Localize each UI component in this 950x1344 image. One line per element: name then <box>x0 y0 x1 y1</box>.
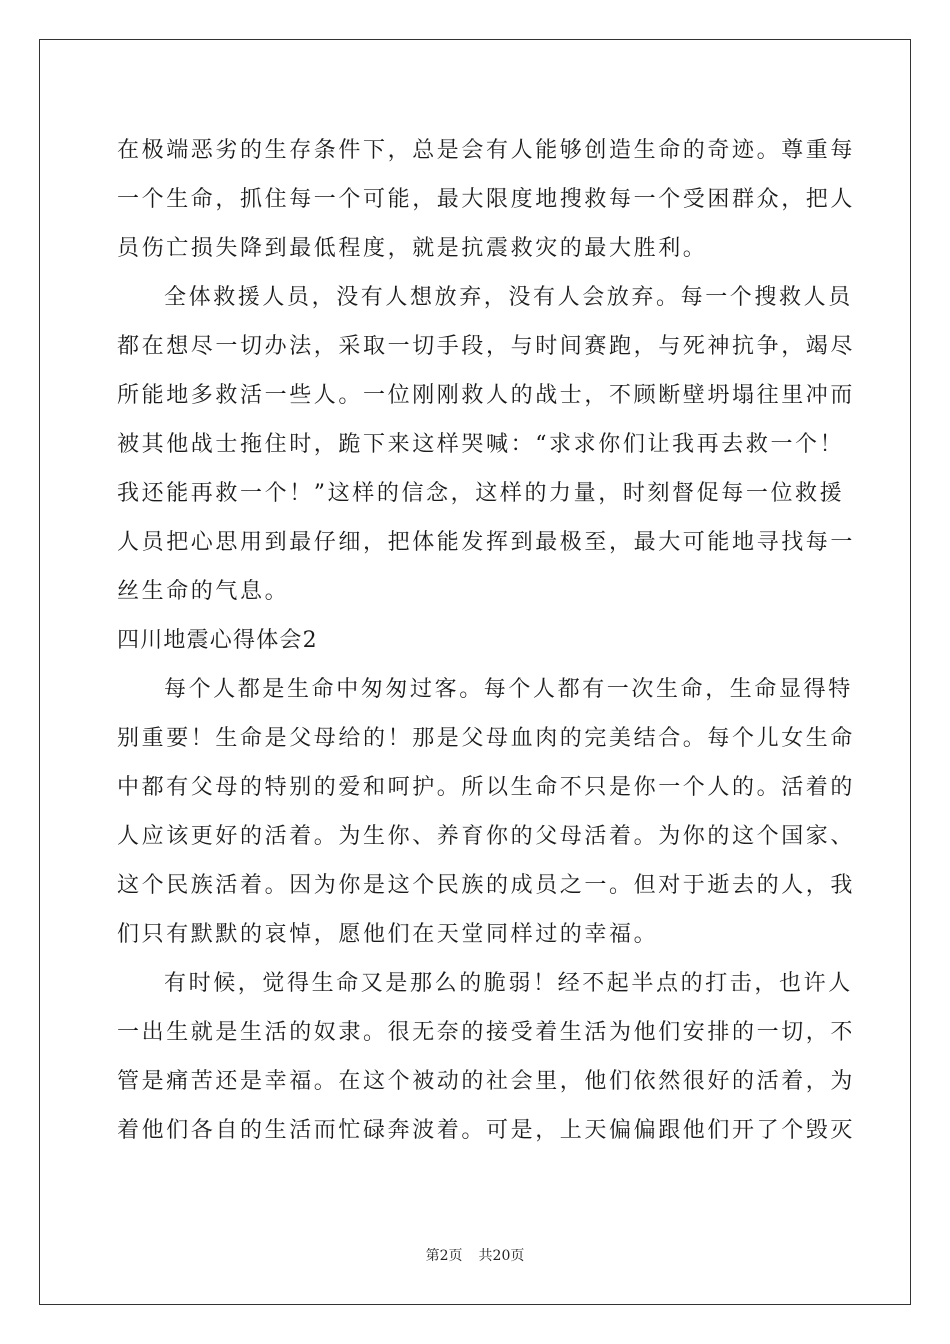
text-line: 管是痛苦还是幸福。在这个被动的社会里，他们依然很好的活着，为 <box>117 1069 856 1094</box>
text-line: 着他们各自的生活而忙碌奔波着。可是，上天偏偏跟他们开了个毁灭 <box>117 1118 856 1143</box>
section-heading: 四川地震心得体会2 <box>117 628 318 653</box>
text-line: 别重要！生命是父母给的！那是父母血肉的完美结合。每个儿女生命 <box>117 726 856 751</box>
text-line: 中都有父母的特别的爱和呵护。所以生命不只是你一个人的。活着的 <box>117 775 856 800</box>
text-line: 所能地多救活一些人。一位刚刚救人的战士，不顾断壁坍塌往里冲而 <box>117 383 856 408</box>
text-line: 都在想尽一切办法，采取一切手段，与时间赛跑，与死神抗争，竭尽 <box>117 334 856 359</box>
page-number: 第2页 <box>425 1248 463 1264</box>
paragraph-first-line: 每个人都是生命中匆匆过客。每个人都有一次生命，生命显得特 <box>164 677 853 702</box>
text-line: 人应该更好的活着。为生你、养育你的父母活着。为你的这个国家、 <box>117 824 856 849</box>
text-line: 被其他战士拖住时，跪下来这样哭喊：“求求你们让我再去救一个！ <box>117 432 845 457</box>
page-total: 共20页 <box>478 1248 525 1264</box>
document-body <box>117 126 856 1155</box>
text-line: 人员把心思用到最仔细，把体能发挥到最极至，最大可能地寻找每一 <box>117 530 856 555</box>
page-footer <box>0 1245 950 1265</box>
text-line: 们只有默默的哀悼，愿他们在天堂同样过的幸福。 <box>117 922 659 947</box>
text-line: 我还能再救一个！”这样的信念，这样的力量，时刻督促每一位救援 <box>117 481 845 506</box>
text-line: 这个民族活着。因为你是这个民族的成员之一。但对于逝去的人，我 <box>117 873 856 898</box>
text-line: 一个生命，抓住每一个可能，最大限度地搜救每一个受困群众，把人 <box>117 187 856 212</box>
paragraph-first-line: 全体救援人员，没有人想放弃，没有人会放弃。每一个搜救人员 <box>164 285 853 310</box>
text-line: 员伤亡损失降到最低程度，就是抗震救灾的最大胜利。 <box>117 236 708 261</box>
text-line: 丝生命的气息。 <box>117 579 290 604</box>
text-line: 一出生就是生活的奴隶。很无奈的接受着生活为他们安排的一切，不 <box>117 1020 856 1045</box>
paragraph-first-line: 有时候，觉得生命又是那么的脆弱！经不起半点的打击，也许人 <box>164 971 853 996</box>
text-line: 在极端恶劣的生存条件下，总是会有人能够创造生命的奇迹。尊重每 <box>117 138 856 163</box>
